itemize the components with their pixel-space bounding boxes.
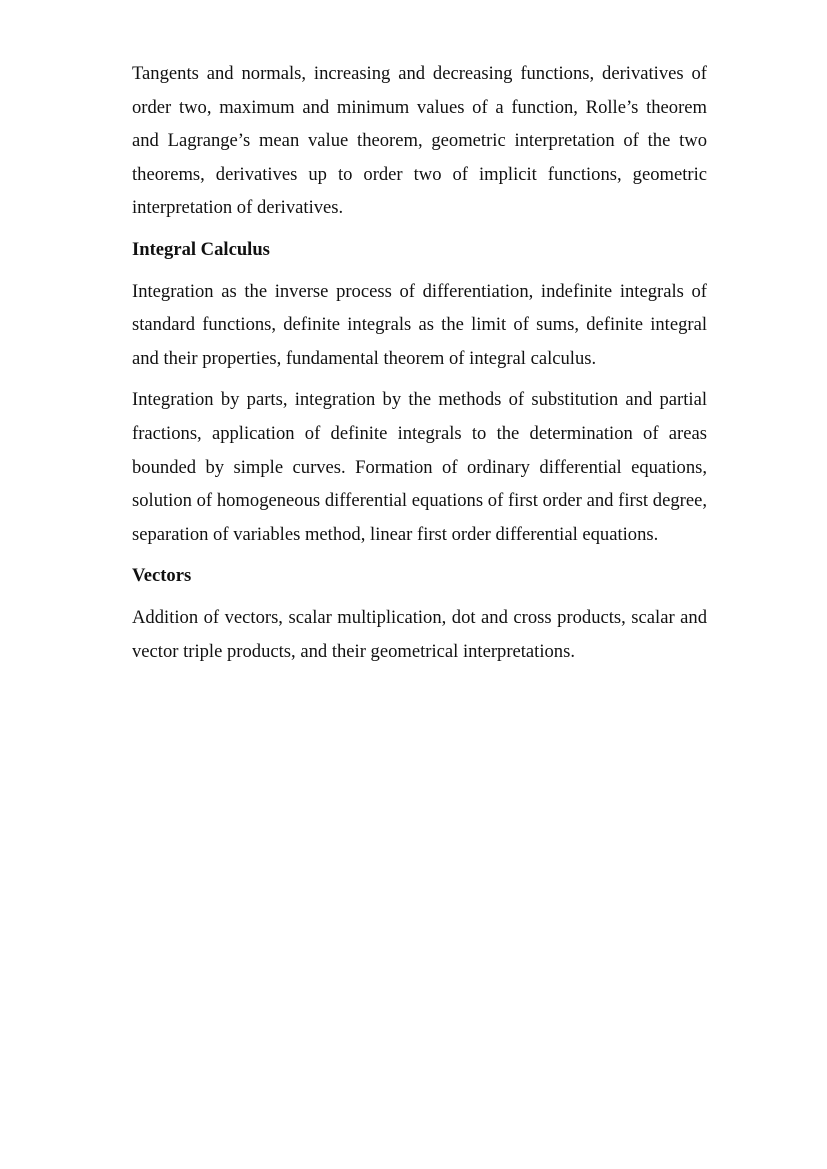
paragraph-integration-basics: Integration as the inverse process of differentiation, indefinite integrals of standard functions, definite integrals as the limit of sums, definite integral and their properties, fundamental theorem of integral calculus. [132,280,707,369]
document-page [132,57,707,676]
heading-integral-calculus: Integral Calculus [132,238,270,260]
heading-vectors: Vectors [132,565,192,587]
paragraph-integration-methods: Integration by parts, integration by the methods of substitution and partial fractions, application of definite integrals to the determination of areas bounded by simple curves. Formation of ordinary differential equations, solution of homogeneous differential equations of first order and first degree, separation of variables method, linear first order differential equations. [132,389,707,545]
paragraph-derivatives: Tangents and normals, increasing and decreasing functions, derivatives of order two, maximum and minimum values of a function, Rolle’s theorem and Lagrange’s mean value theorem, geometric interpretation of the two theorems, derivatives up to order two of implicit functions, geometric interpretation of derivatives. [132,63,707,219]
paragraph-vectors: Addition of vectors, scalar multiplication, dot and cross products, scalar and vector triple products, and their geometrical interpretations. [132,606,707,662]
